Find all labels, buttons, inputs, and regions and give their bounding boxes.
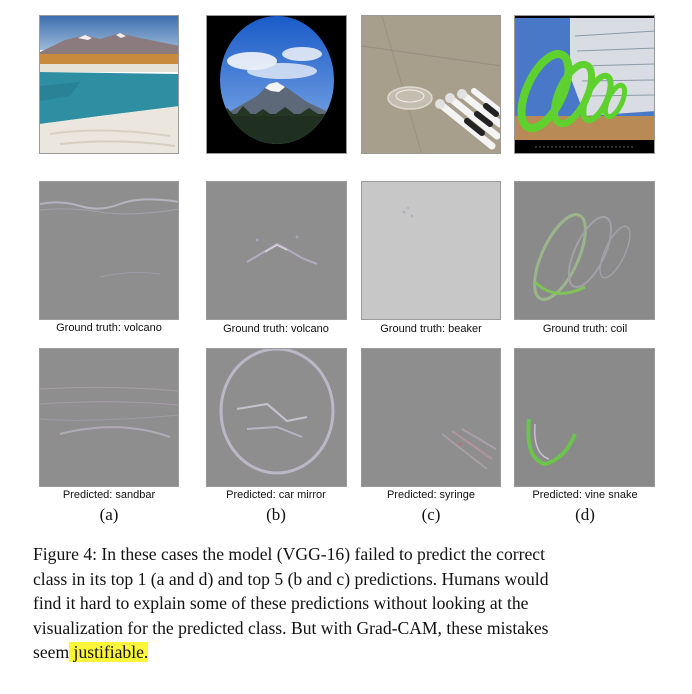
- subfigure-label-b: (b): [266, 505, 286, 524]
- caption-line-5: [33, 640, 673, 665]
- photo-d-coil: [514, 15, 655, 154]
- gradcam-gt-a: [39, 181, 179, 320]
- predicted-label-b: Predicted: car mirror: [226, 489, 326, 501]
- predicted-label-d: Predicted: vine snake: [532, 489, 638, 501]
- gradcam-gt-d: [514, 181, 655, 320]
- caption-last-prefix: seem: [33, 642, 70, 662]
- subfigure-label-d: (d): [575, 505, 595, 524]
- predicted-label-a: Predicted: sandbar: [62, 489, 156, 501]
- ground-truth-label-a: Ground truth: volcano: [56, 322, 162, 334]
- predicted-label-c: Predicted: syringe: [386, 489, 476, 501]
- gradcam-pred-a: [39, 348, 179, 487]
- gradcam-pred-d: [514, 348, 655, 487]
- caption-line-1: Figure 4: In these cases the model (VGG-16) failed to predict the correct: [33, 544, 545, 564]
- subfigure-label-a: (a): [99, 505, 119, 524]
- caption-line-3: find it hard to explain some of these predictions without looking at the: [33, 593, 529, 613]
- ground-truth-label-b: Ground truth: volcano: [223, 323, 329, 335]
- photo-a-volcano-lake: [39, 15, 179, 154]
- caption-line-4: visualization for the predicted class. But with Grad-CAM, these mistakes: [33, 617, 549, 638]
- highlighted-text: justifiable.: [69, 642, 149, 662]
- gradcam-gt-c: [361, 181, 501, 320]
- ground-truth-label-d: Ground truth: coil: [542, 323, 628, 335]
- photo-c-beaker: [361, 15, 501, 154]
- gradcam-pred-c: [361, 348, 501, 487]
- caption-line-2: class in its top 1 (a and d) and top 5 (b and c) predictions. Humans would: [33, 568, 549, 589]
- gradcam-gt-b: [206, 181, 347, 320]
- subfigure-label-c: (c): [421, 505, 441, 524]
- ground-truth-label-c: Ground truth: beaker: [380, 323, 482, 335]
- photo-b-volcano-fisheye: [206, 15, 347, 154]
- gradcam-pred-b: [206, 348, 347, 487]
- figure-caption: [33, 542, 673, 665]
